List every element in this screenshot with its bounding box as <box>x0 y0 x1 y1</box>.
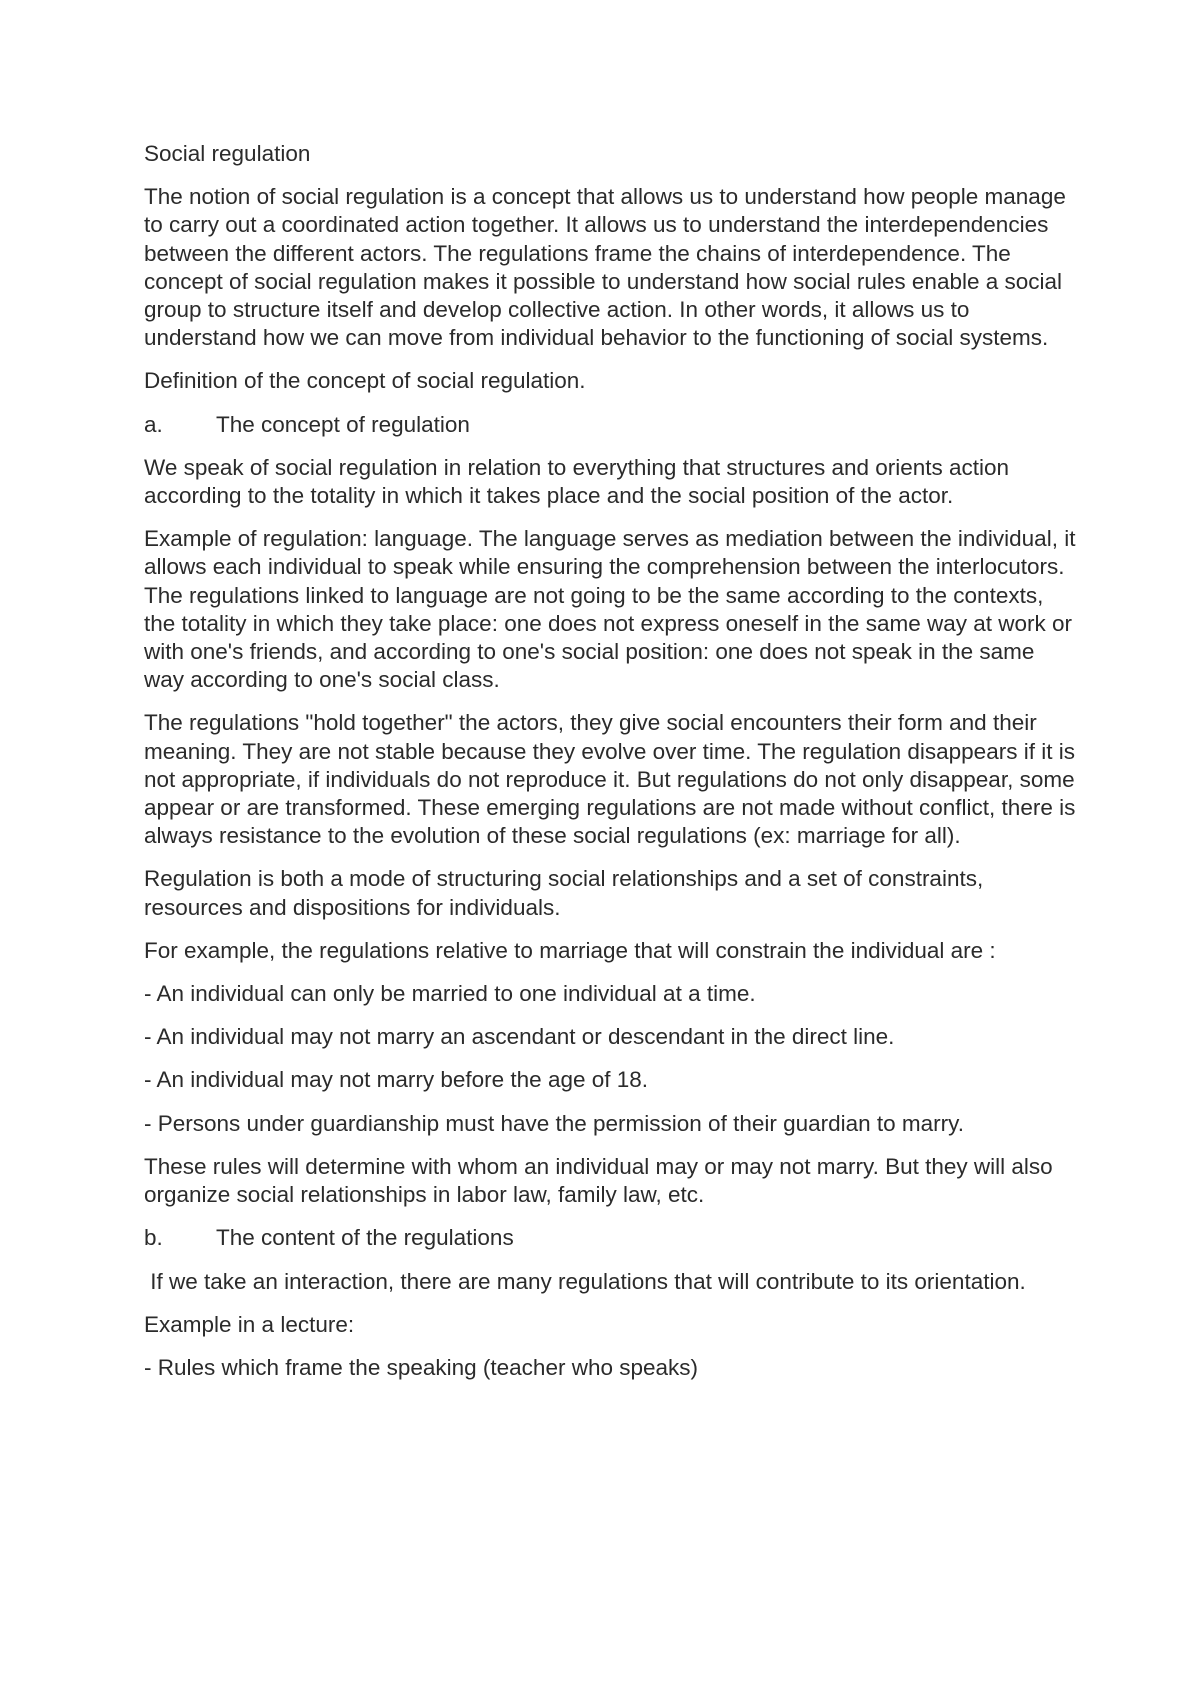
paragraph: The regulations "hold together" the actors, they give social encounters their form and their meaning. They are not stable because they evolve over time. The regulation disappears if it is not appropriate, if individuals do not reproduce it. But regulations do not only disappear, some appear or are transformed. These emerging regulations are not made without conflict, there is always resistance to the evolution of these social regulations (ex: marriage for all). <box>144 710 1082 849</box>
paragraph: Example in a lecture: <box>144 1311 355 1337</box>
paragraph: Example of regulation: language. The language serves as mediation between the individual, it allows each individual to speak while ensuring the comprehension between the interlocutors. The regulations linked to language are not going to be the same according to the contexts, the totality in which they take place: one does not express oneself in the same way at work or with one's friends, and according to one's social position: one does not speak in the same way according to one's social class. <box>144 526 1082 693</box>
document-page <box>144 140 1082 1397</box>
list-item: - An individual can only be married to one individual at a time. <box>144 981 756 1007</box>
paragraph: We speak of social regulation in relation to everything that structures and orients action according to the totality in which it takes place and the social position of the actor. <box>144 454 1016 509</box>
section-b-heading <box>144 1224 1079 1252</box>
list-item: - An individual may not marry an ascendant or descendant in the direct line. <box>144 1024 895 1050</box>
list-item: - Persons under guardianship must have the permission of their guardian to marry. <box>144 1110 964 1136</box>
document-title: Social regulation <box>144 141 311 166</box>
section-a-title: The concept of regulation <box>216 411 470 437</box>
paragraph: If we take an interaction, there are many regulations that will contribute to its orientation. <box>144 1268 1026 1294</box>
list-item: - Rules which frame the speaking (teacher who speaks) <box>144 1354 699 1380</box>
definition-heading: Definition of the concept of social regulation. <box>144 368 586 394</box>
section-b-marker: b. <box>144 1225 163 1251</box>
intro-paragraph: The notion of social regulation is a concept that allows us to understand how people manage to carry out a coordinated action together. It allows us to understand the interdependencies between the different actors. The regulations frame the chains of interdependence. The concept of social regulation makes it possible to understand how social rules enable a social group to structure itself and develop collective action. In other words, it allows us to understand how we can move from individual behavior to the functioning of social systems. <box>144 184 1073 351</box>
section-a-marker: a. <box>144 411 163 437</box>
paragraph: For example, the regulations relative to marriage that will constrain the individual are : <box>144 937 996 963</box>
rules-conclusion: These rules will determine with whom an individual may or may not marry. But they will also organize social relationships in labor law, family law, etc. <box>144 1153 1059 1208</box>
section-b-title: The content of the regulations <box>216 1225 514 1251</box>
section-a-heading <box>144 411 1079 439</box>
paragraph: Regulation is both a mode of structuring social relationships and a set of constraints, resources and dispositions for individuals. <box>144 866 990 920</box>
list-item: - An individual may not marry before the age of 18. <box>144 1067 649 1093</box>
